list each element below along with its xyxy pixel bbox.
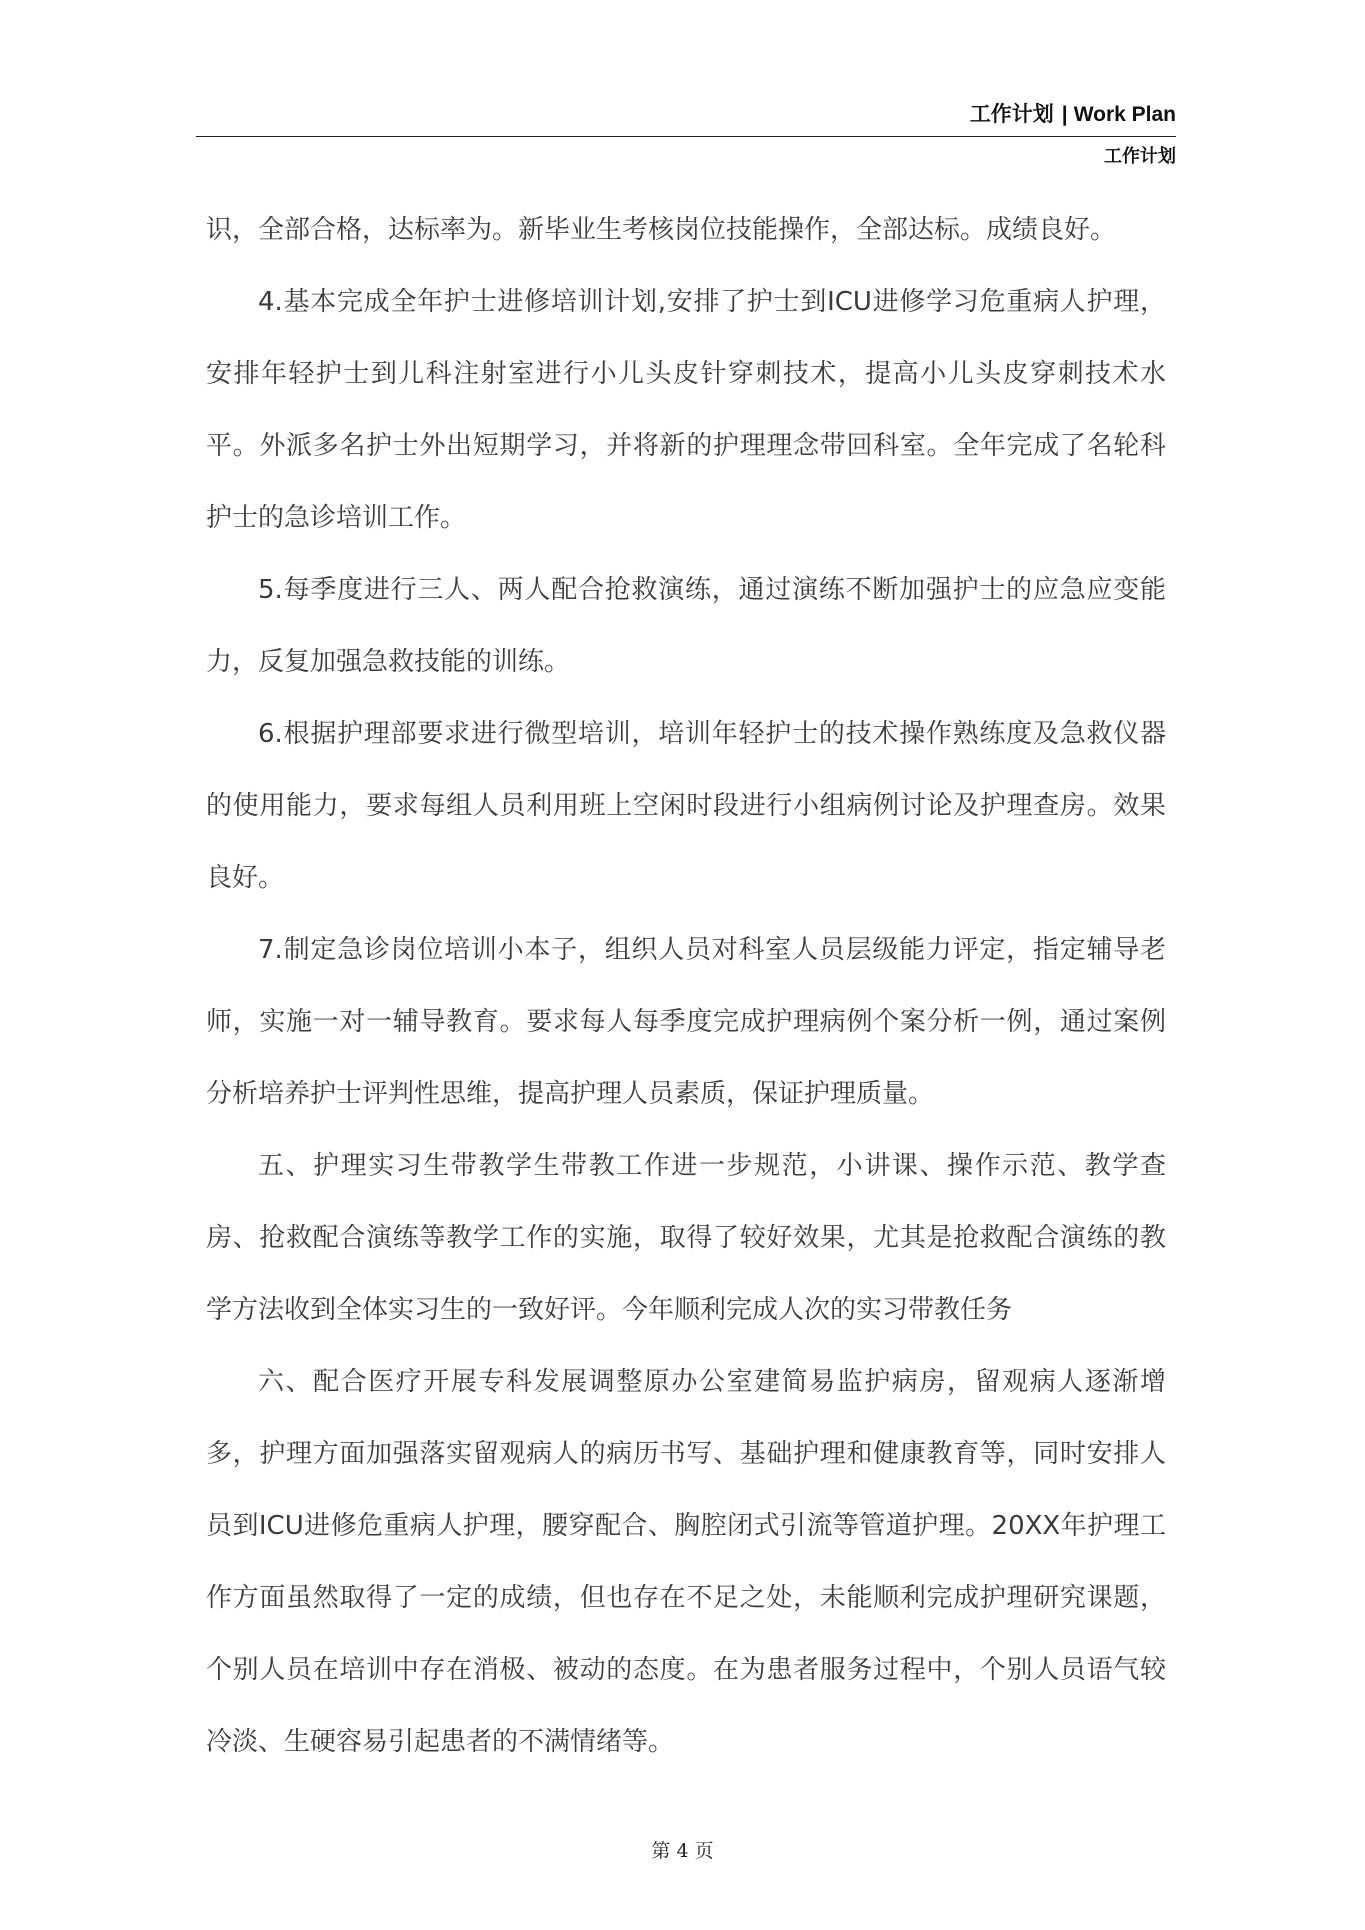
paragraph-section-6: 六、配合医疗开展专科发展调整原办公室建简易监护病房，留观病人逐渐增多，护理方面加强落实留观病人的病历书写、基础护理和健康教育等，同时安排人员到ICU进修危重病人护理，腰穿配合、胸腔闭式引流等管道护理。20XX年护理工作方面虽然取得了一定的成绩，但也存在不足之处，未能顺利完成护理研究课题，个别人员在培训中存在消极、被动的态度。在为患者服务过程中，个别人员语气较冷淡、生硬容易引起患者的不满情绪等。: [206, 1367, 1166, 1757]
header-subtitle: 工作计划: [1104, 146, 1176, 167]
header-title-line: [196, 100, 1176, 130]
paragraph-section-5: 五、护理实习生带教学生带教工作进一步规范，小讲课、操作示范、教学查房、抢救配合演练等教学工作的实施，取得了较好效果，尤其是抢救配合演练的教学方法收到全体实习生的一致好评。今年顺利完成人次的实习带教任务: [206, 1151, 1166, 1325]
paragraph-item-6: 6.根据护理部要求进行微型培训，培训年轻护士的技术操作熟练度及急救仪器的使用能力，要求每组人员利用班上空闲时段进行小组病例讨论及护理查房。效果良好。: [206, 719, 1166, 893]
document-body: [206, 194, 1166, 1778]
header-separator: |: [1061, 103, 1068, 126]
page-header: [196, 100, 1176, 170]
paragraph-item-7: 7.制定急诊岗位培训小本子，组织人员对科室人员层级能力评定，指定辅导老师，实施一对一辅导教育。要求每人每季度完成护理病例个案分析一例，通过案例分析培养护士评判性思维，提高护理人员素质，保证护理质量。: [206, 935, 1166, 1109]
paragraph-continuation: 识，全部合格，达标率为。新毕业生考核岗位技能操作，全部达标。成绩良好。: [206, 215, 1117, 245]
paragraph-item-5: 5.每季度进行三人、两人配合抢救演练，通过演练不断加强护士的应急应变能力，反复加强急救技能的训练。: [206, 575, 1166, 677]
header-title-cn: 工作计划: [969, 103, 1054, 126]
header-title-en: Work Plan: [1073, 103, 1176, 126]
header-divider: [196, 136, 1176, 137]
paragraph-item-4: 4.基本完成全年护士进修培训计划,安排了护士到ICU进修学习危重病人护理，安排年轻护士到儿科注射室进行小儿头皮针穿刺技术，提高小儿头皮穿刺技术水平。外派多名护士外出短期学习，并将新的护理理念带回科室。全年完成了名轮科护士的急诊培训工作。: [206, 287, 1166, 533]
page-number: 第 4 页: [651, 1840, 714, 1862]
